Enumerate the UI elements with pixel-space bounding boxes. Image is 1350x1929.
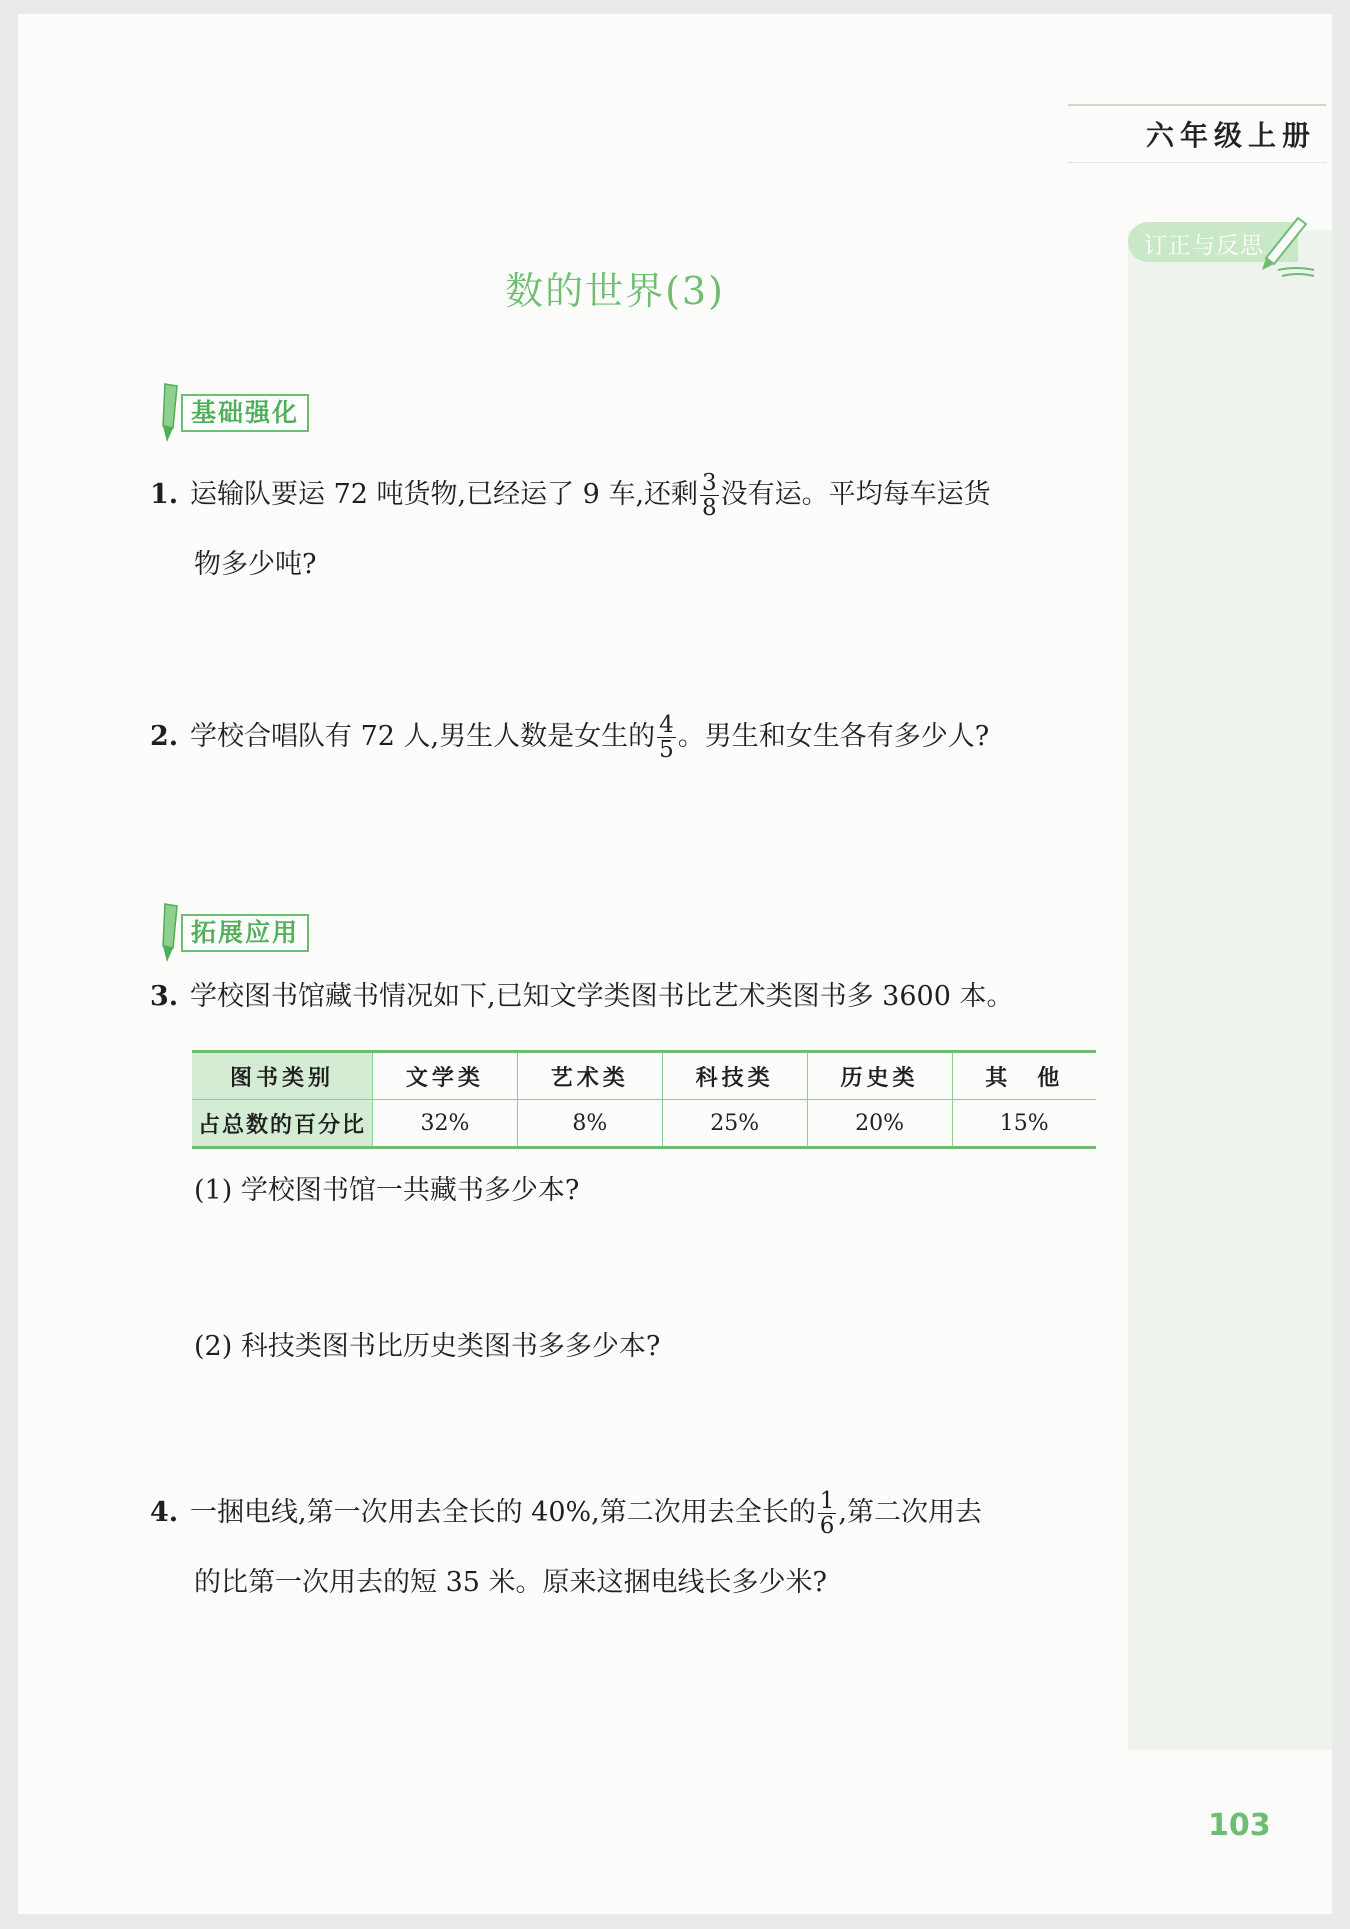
question-text: 。男生和女生各有多少人?	[677, 721, 990, 752]
question-text: 学校图书馆藏书情况如下,已知文学类图书比艺术类图书多 3600 本。	[190, 981, 1014, 1012]
table-cell: 20%	[807, 1100, 952, 1148]
pencil-icon	[1258, 210, 1318, 280]
fraction	[657, 713, 676, 762]
table-cell: 文学类	[373, 1052, 518, 1100]
grade-label	[1068, 104, 1326, 163]
question-3	[150, 962, 1013, 1032]
numerator: 4	[659, 712, 674, 738]
question-text-cont: 的比第一次用去的短 35 米。原来这捆电线长多少米?	[194, 1567, 827, 1598]
question-1	[150, 460, 991, 580]
numerator: 3	[702, 470, 717, 496]
denominator: 8	[702, 495, 717, 521]
table-cell: 占总数的百分比	[192, 1100, 373, 1148]
pencil-icon	[155, 380, 183, 446]
sub-question-2: (2) 科技类图书比历史类图书多多少本?	[194, 1331, 661, 1362]
question-text-cont: 物多少吨?	[194, 549, 317, 580]
denominator: 5	[659, 737, 674, 763]
question-text: ,第二次用去	[838, 1497, 982, 1528]
numerator: 1	[819, 1488, 835, 1514]
table-cell: 历史类	[807, 1052, 952, 1100]
table-cell: 8%	[517, 1100, 662, 1148]
question-number: 4.	[150, 1497, 179, 1528]
page-title: 数的世界(3)	[505, 269, 725, 313]
reflect-label: 订正与反思	[1144, 233, 1264, 259]
table-cell: 其 他	[952, 1052, 1096, 1100]
question-text: 一捆电线,第一次用去全长的 40%,第二次用去全长的	[190, 1497, 816, 1528]
section-label: 基础强化	[181, 394, 309, 432]
question-number: 3.	[150, 981, 179, 1012]
question-number: 2.	[150, 721, 179, 752]
section-label: 拓展应用	[181, 914, 309, 952]
table-cell: 32%	[373, 1100, 518, 1148]
denominator: 6	[819, 1513, 835, 1539]
question-text: 学校合唱队有 72 人,男生人数是女生的	[190, 721, 656, 752]
question-2	[150, 702, 989, 772]
table-cell: 艺术类	[517, 1052, 662, 1100]
table-cell: 15%	[952, 1100, 1096, 1148]
grade-text: 六年级上册	[1145, 119, 1316, 152]
table-cell: 25%	[662, 1100, 807, 1148]
table-row	[192, 1100, 1096, 1148]
question-text: 没有运。平均每车运货	[720, 479, 991, 510]
pencil-icon	[155, 900, 183, 966]
page-number: 103	[1208, 1808, 1271, 1843]
fraction	[818, 1489, 837, 1538]
sub-question-1: (1) 学校图书馆一共藏书多少本?	[194, 1175, 580, 1206]
table-header-row	[192, 1052, 1096, 1100]
table-cell: 科技类	[662, 1052, 807, 1100]
correction-margin	[1128, 230, 1332, 1750]
reflect-badge	[1128, 222, 1298, 262]
question-number: 1.	[150, 479, 179, 510]
question-4	[150, 1478, 982, 1598]
question-text: 运输队要运 72 吨货物,已经运了 9 车,还剩	[190, 479, 699, 510]
fraction	[700, 471, 719, 520]
book-table	[192, 1050, 1096, 1149]
table-cell: 图书类别	[192, 1052, 373, 1100]
